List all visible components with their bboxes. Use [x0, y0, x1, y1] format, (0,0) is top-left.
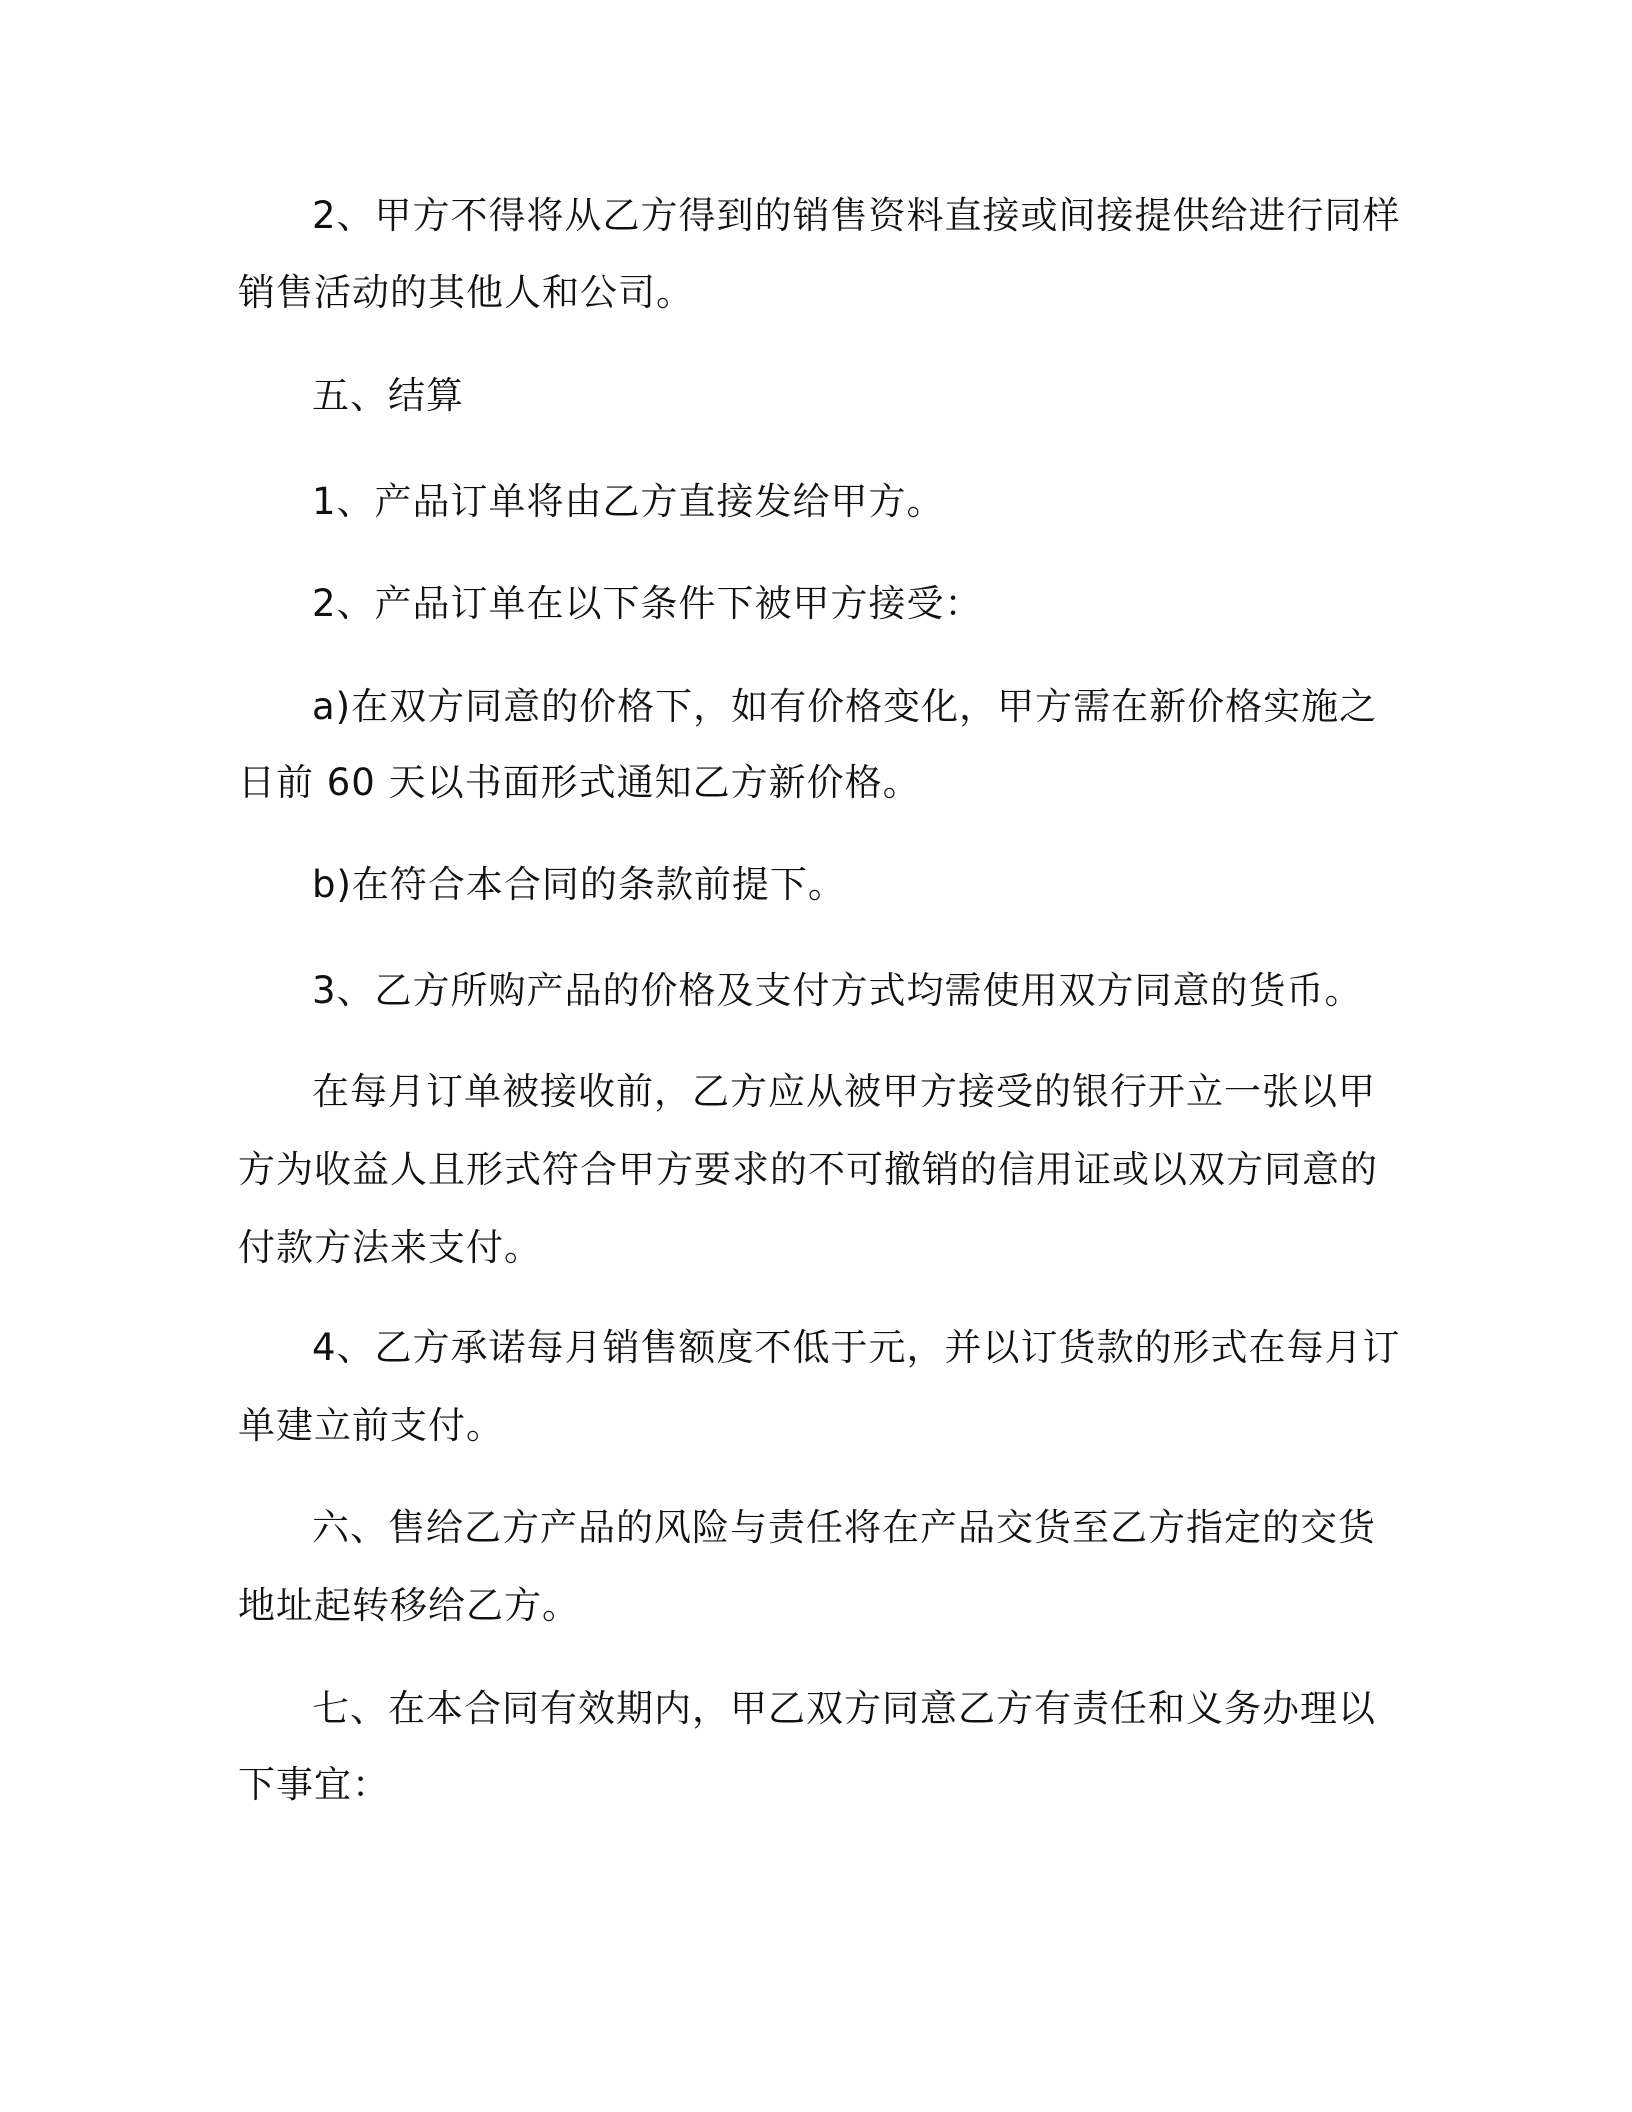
- section-5-heading: 五、结算: [312, 374, 464, 417]
- section-7-line-2: 下事宜：: [238, 1763, 390, 1806]
- clause-5-4-line-2: 单建立前支付。: [238, 1404, 504, 1447]
- clause-5-4-line-1: 4、乙方承诺每月销售额度不低于元，并以订货款的形式在每月订: [312, 1326, 1401, 1369]
- clause-5-2a-line-2: 日前 60 天以书面形式通知乙方新价格。: [238, 761, 921, 804]
- clause-5-1: 1、产品订单将由乙方直接发给甲方。: [312, 480, 945, 523]
- clause-4-2-line-1: 2、甲方不得将从乙方得到的销售资料直接或间接提供给进行同样: [312, 194, 1401, 237]
- clause-5-3: 3、乙方所购产品的价格及支付方式均需使用双方同意的货币。: [312, 969, 1363, 1012]
- section-6-line-2: 地址起转移给乙方。: [238, 1584, 580, 1627]
- clause-4-2-line-2: 销售活动的其他人和公司。: [238, 271, 694, 314]
- section-6-line-1: 六、售给乙方产品的风险与责任将在产品交货至乙方指定的交货: [312, 1506, 1376, 1549]
- paragraph-payment-line-2: 方为收益人且形式符合甲方要求的不可撤销的信用证或以双方同意的: [238, 1148, 1378, 1191]
- paragraph-payment-line-3: 付款方法来支付。: [238, 1226, 542, 1269]
- clause-5-2: 2、产品订单在以下条件下被甲方接受：: [312, 582, 983, 625]
- clause-5-2b: b)在符合本合同的条款前提下。: [312, 863, 846, 906]
- paragraph-payment-line-1: 在每月订单被接收前，乙方应从被甲方接受的银行开立一张以甲: [312, 1070, 1376, 1113]
- clause-5-2a-line-1: a)在双方同意的价格下，如有价格变化，甲方需在新价格实施之: [312, 685, 1378, 728]
- section-7-line-1: 七、在本合同有效期内，甲乙双方同意乙方有责任和义务办理以: [312, 1687, 1376, 1730]
